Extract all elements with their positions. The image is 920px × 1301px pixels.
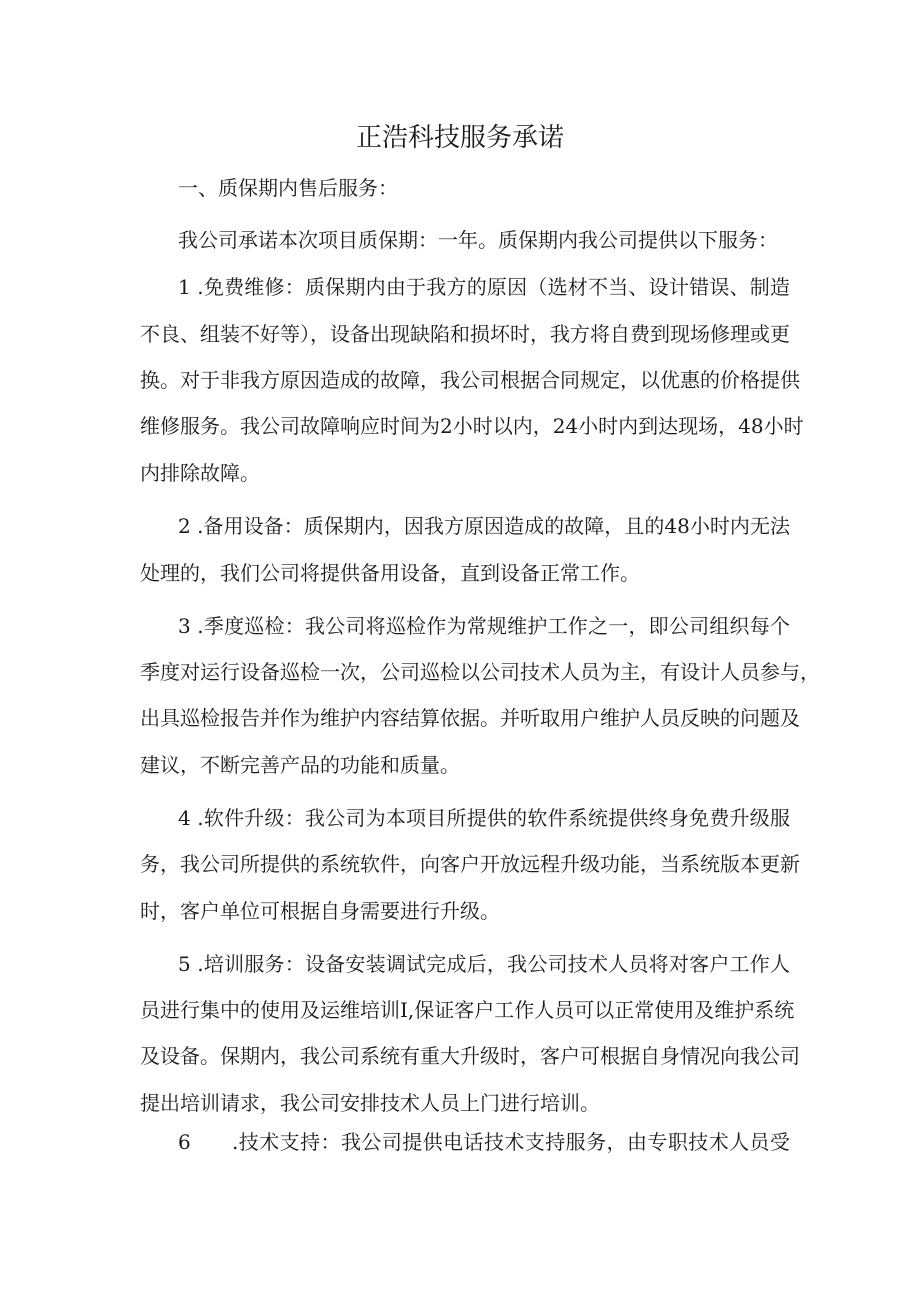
paragraph-line: 出具巡检报告并作为维护内容结算依据。并听取用户维护人员反映的问题及	[140, 706, 800, 730]
paragraph-line: 务，我公司所提供的系统软件，向客户开放远程升级功能，当系统版本更新	[140, 852, 800, 876]
paragraph-line: 2 .备用设备：质保期内，因我方原因造成的故障，且的48小时内无法	[178, 514, 790, 538]
paragraph-line: 提出培训请求，我公司安排技术人员上门进行培训。	[140, 1091, 600, 1115]
section-heading: 一、质保期内售后服务：	[178, 176, 398, 200]
paragraph-line: 5 .培训服务：设备安装调试完成后，我公司技术人员将对客户工作人	[178, 952, 790, 976]
paragraph-line: 内排除故障。	[140, 461, 260, 485]
paragraph-line: 员进行集中的使用及运维培训I,保证客户工作人员可以正常使用及维护系统	[140, 998, 795, 1022]
document-title: 正浩科技服务承诺	[355, 123, 564, 153]
paragraph-line: 时，客户单位可根据自身需要进行升级。	[140, 899, 500, 923]
paragraph-line: 建议，不断完善产品的功能和质量。	[140, 753, 460, 777]
paragraph-line: 1 .免费维修：质保期内由于我方的原因（选材不当、设计错误、制造	[178, 275, 790, 299]
paragraph-line: 4 .软件升级：我公司为本项目所提供的软件系统提供终身免费升级服	[178, 806, 790, 830]
paragraph-line: 季度对运行设备巡检一次，公司巡检以公司技术人员为主，有设计人员参与，	[140, 660, 820, 684]
paragraph-line: 及设备。保期内，我公司系统有重大升级时，客户可根据自身情况向我公司	[140, 1044, 800, 1068]
paragraph-line: 不良、组装不好等），设备出现缺陷和损坏时，我方将自费到现场修理或更	[140, 322, 790, 346]
paragraph-line: 换。对于非我方原因造成的故障，我公司根据合同规定，以优惠的价格提供	[140, 368, 800, 392]
paragraph-line: 维修服务。我公司故障响应时间为2小时以内，24小时内到达现场，48小时	[140, 414, 804, 438]
paragraph-line: 处理的，我们公司将提供备用设备，直到设备正常工作。	[140, 561, 640, 585]
paragraph-line: 6 .技术支持：我公司提供电话技术支持服务，由专职技术人员受	[178, 1130, 790, 1154]
intro-paragraph: 我公司承诺本次项目质保期：一年。质保期内我公司提供以下服务：	[178, 228, 778, 252]
paragraph-line: 3 .季度巡检：我公司将巡检作为常规维护工作之一，即公司组织每个	[178, 614, 790, 638]
